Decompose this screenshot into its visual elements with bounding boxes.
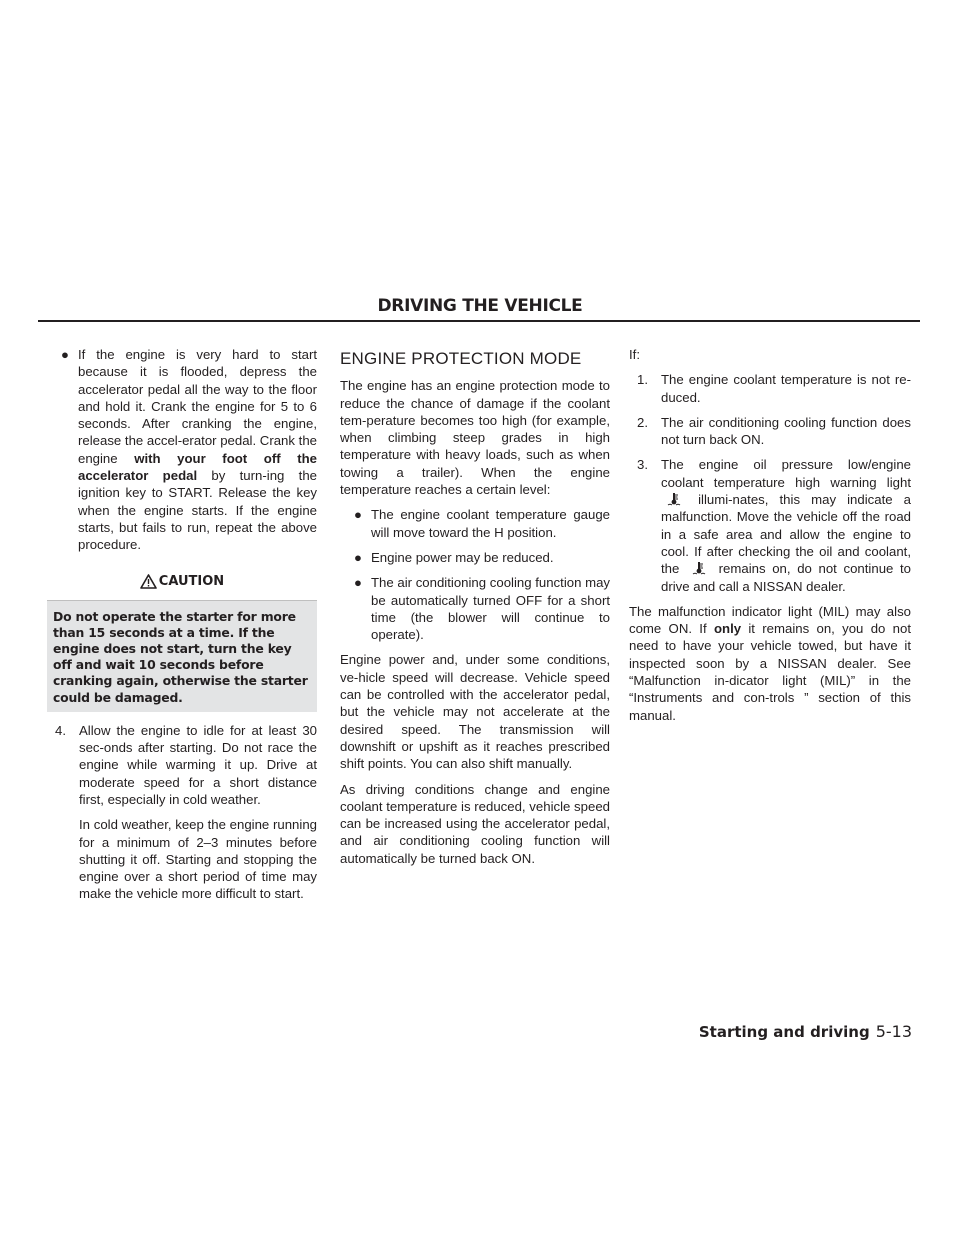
paragraph: Engine power and, under some conditions, ve-hicle speed will decrease. Vehicle speed can be controlled with the accelerator pedal, but the vehicle may not accelerate at the desired speed. The transmission will downshift or upshift as it reaches prescribed shift points. You can also shift manually. [340, 652, 610, 772]
bullet-text: The engine coolant temperature gauge will move toward the H position. [371, 507, 610, 540]
bullet-dot: ● [354, 575, 362, 591]
if-label: If: [629, 347, 640, 362]
page-number: 5-13 [875, 1022, 912, 1041]
caution-triangle-icon [140, 574, 157, 589]
caution-box: Do not operate the starter for more than 15 seconds at a time. If the engine does not start, turn the key off and wait 10 seconds before cranking again, otherwise the starter could be damaged. [47, 601, 317, 712]
step-4-subparagraph: In cold weather, keep the engine running for a minimum of 2–3 minutes before shutting it off. Starting and stopping the engine over a short period of time may make the vehicle more difficult to start. [79, 817, 317, 902]
paragraph-bold-text: only [713, 621, 742, 637]
page-footer [699, 1022, 912, 1041]
coolant-temperature-icon [686, 561, 712, 575]
section-title: ENGINE PROTECTION MODE [340, 349, 582, 368]
column-right [629, 346, 911, 732]
column-middle [340, 346, 610, 875]
item-text: The engine oil pressure low/engine coolant temperature high warning light [661, 457, 911, 490]
list-item [61, 346, 317, 554]
list-item [354, 549, 610, 566]
paragraph-text: The malfunction indicator light (MIL) may also come ON. If [629, 603, 911, 637]
list-item [354, 506, 610, 541]
caution-label: CAUTION [158, 573, 225, 589]
list-item [637, 371, 911, 406]
intro-paragraph: The engine has an engine protection mode to reduce the chance of damage if the coolant tem-perature becomes too high (for example, when climbing steep grades in high temperature with heavy loads, such as when towing a trailer). When the engine temperature reaches a certain level: [340, 378, 610, 498]
bullet-bold-text: with your foot off the accelerator pedal [78, 450, 317, 484]
paragraph [629, 603, 911, 724]
item-number: 1. [637, 372, 648, 388]
bullet-text: If the engine is very hard to start because it is flooded, depress the accelerator pedal all the way to the floor and hold it. Crank the engine for 5 to 6 seconds. After cranking the engine, release the accel-erator pedal. Crank the engine [78, 347, 317, 466]
column-left [47, 346, 317, 911]
bullet-text: The air conditioning cooling function may be automatically turned OFF for a short time (the blower will continue to operate). [371, 575, 610, 643]
paragraph-text-end: it remains on, you do not need to have your vehicle towed, but have it inspected soon by a NISSAN dealer. See “Malfunction in-dicator light (MIL)” in the “Instruments and con-trols ” section of this manual. [629, 621, 912, 723]
caution-header [47, 572, 317, 601]
list-item [637, 456, 911, 594]
list-item [637, 414, 911, 449]
item-text: illumi-nates, this may indicate a malfunction. Move the vehicle off the road in a safe area and allow the engine to cool. If after checking the oil and coolant, the [661, 492, 911, 577]
paragraph: As driving conditions change and engine coolant temperature is reduced, vehicle speed can be increased using the accelerator pedal, and air conditioning cooling function will automatically be turned back ON. [340, 781, 610, 866]
coolant-temperature-icon [661, 492, 687, 506]
bullet-text-end: by turn-ing the ignition key to START. Release the key when the engine starts. If the engine starts, but fails to run, repeat the above procedure. [78, 468, 317, 553]
step-4 [55, 722, 317, 808]
item-number: 2. [637, 414, 648, 430]
item-text: The air conditioning cooling function does not turn back ON. [661, 414, 911, 448]
bullet-dot: ● [61, 347, 69, 362]
footer-section-name: Starting and driving [698, 1023, 870, 1041]
page-header-title: DRIVING THE VEHICLE [377, 296, 583, 316]
bullet-dot: ● [354, 549, 362, 565]
step-text: Allow the engine to idle for at least 30 sec-onds after starting. Do not race the engine while warming it up. Drive at moderate speed for a short distance first, especially in cold weather. [79, 722, 317, 807]
list-item [354, 574, 610, 643]
header-rule [38, 320, 920, 322]
step-number: 4. [55, 722, 66, 738]
item-number: 3. [637, 457, 648, 473]
item-text: The engine coolant temperature is not re-duced. [661, 372, 911, 405]
bullet-dot: ● [354, 507, 362, 523]
bullet-text: Engine power may be reduced. [371, 549, 554, 565]
item-text: remains on, do not continue to drive and call a NISSAN dealer. [661, 561, 912, 594]
